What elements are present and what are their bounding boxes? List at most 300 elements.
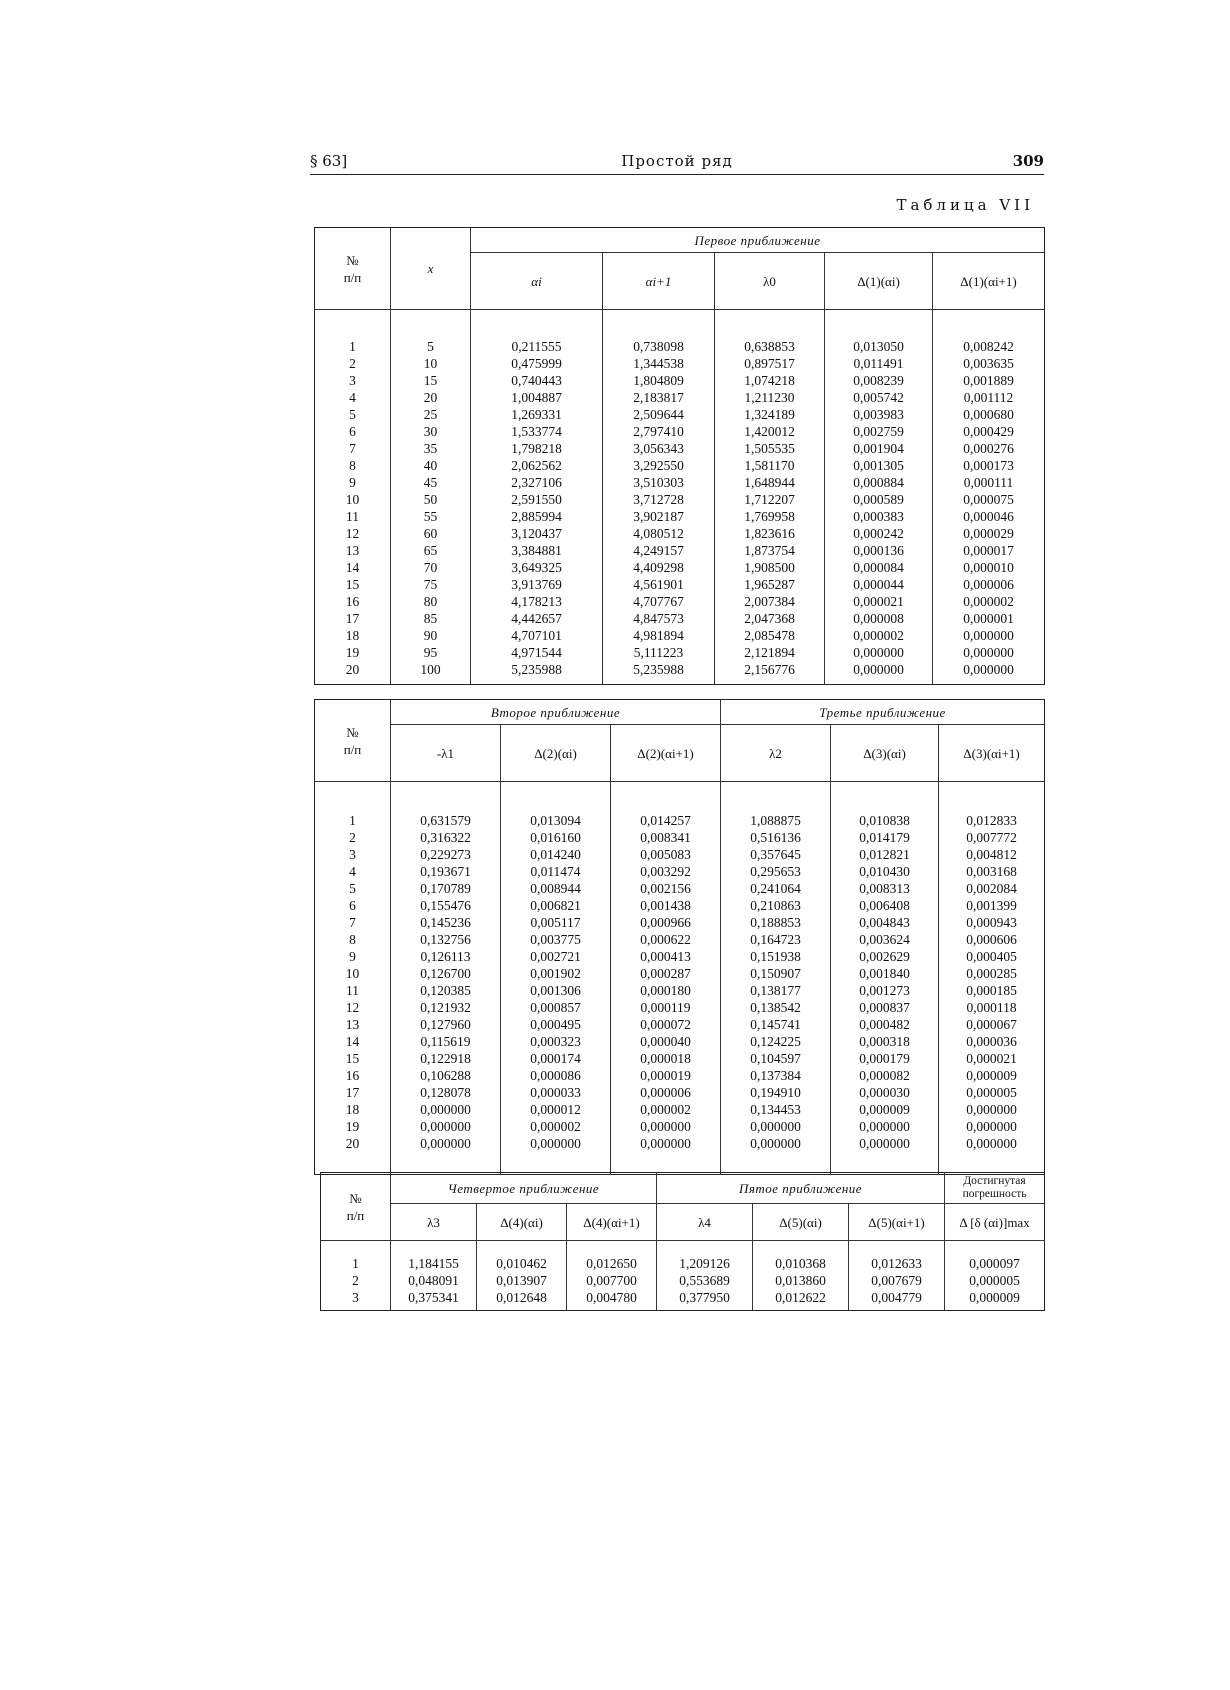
row-number-cell: 16 (345, 594, 360, 609)
row-number-cell: 18 (345, 1102, 360, 1117)
row-number-cell: 7 (349, 441, 356, 456)
value-cell: 0,740443 (471, 372, 603, 389)
value-cell: 3,510303 (603, 474, 715, 491)
value-cell: 1,344538 (603, 355, 715, 372)
value-cell: 0,000029 (933, 525, 1045, 542)
value-cell: 0,000413 (611, 948, 721, 965)
value-cell: 100 (391, 661, 471, 678)
value-cell: 1,804809 (603, 372, 715, 389)
table-row (315, 999, 1045, 1016)
table-row (315, 1050, 1045, 1067)
value-cell: 4,080512 (603, 525, 715, 542)
spacer-row (321, 1306, 1045, 1311)
value-cell: 0,000383 (825, 508, 933, 525)
spacer-cell (831, 782, 939, 813)
value-cell: 0,003624 (831, 931, 939, 948)
value-cell: 3,649325 (471, 559, 603, 576)
row-number-cell: 20 (345, 662, 360, 677)
value-cell: 0,316322 (391, 829, 501, 846)
value-cell: 2,007384 (715, 593, 825, 610)
value-cell: 0,000030 (831, 1084, 939, 1101)
value-cell: 1,965287 (715, 576, 825, 593)
value-cell: 90 (391, 627, 471, 644)
row-number-cell: 5 (349, 881, 356, 896)
value-cell: 0,000966 (611, 914, 721, 931)
value-cell: 1,908500 (715, 559, 825, 576)
value-cell: 0,000000 (721, 1135, 831, 1152)
row-number-cell: 8 (349, 458, 356, 473)
value-cell: 4,409298 (603, 559, 715, 576)
value-cell: 2,047368 (715, 610, 825, 627)
spacer-cell (715, 678, 825, 685)
value-cell: 4,249157 (603, 542, 715, 559)
row-number-cell: 1 (352, 1256, 359, 1271)
value-cell: 0,210863 (721, 897, 831, 914)
table-row (315, 644, 1045, 661)
col-header: λ4 (657, 1204, 753, 1241)
value-cell: 0,000000 (391, 1101, 501, 1118)
value-cell: 0,048091 (391, 1272, 477, 1289)
value-cell: 0,001438 (611, 897, 721, 914)
table-row (315, 610, 1045, 627)
row-number-cell: 11 (346, 983, 359, 998)
row-number-cell: 19 (345, 645, 360, 660)
col-header: αi+1 (603, 253, 715, 310)
value-cell: 0,000002 (501, 1118, 611, 1135)
value-cell: 80 (391, 593, 471, 610)
value-cell: 5 (391, 338, 471, 355)
value-cell: 0,001399 (939, 897, 1045, 914)
spacer-cell (471, 678, 603, 685)
col-header: Δ(1)(αi) (825, 253, 933, 310)
value-cell: 0,006821 (501, 897, 611, 914)
col-header: Δ(5)(αi+1) (849, 1204, 945, 1241)
col-header: Δ(5)(αi) (753, 1204, 849, 1241)
table-row (315, 1033, 1045, 1050)
value-cell: 0,008313 (831, 880, 939, 897)
value-cell: 0,128078 (391, 1084, 501, 1101)
value-cell: 0,001902 (501, 965, 611, 982)
col-header: Δ(2)(αi+1) (611, 725, 721, 782)
value-cell: 60 (391, 525, 471, 542)
value-cell: 0,194910 (721, 1084, 831, 1101)
row-number-cell: 14 (345, 1034, 360, 1049)
value-cell: 0,115619 (391, 1033, 501, 1050)
row-number-cell: 15 (345, 1051, 360, 1066)
value-cell: 0,000000 (391, 1118, 501, 1135)
value-cell: 0,008341 (611, 829, 721, 846)
row-number-cell: 18 (345, 628, 360, 643)
table-row (315, 948, 1045, 965)
row-number-cell: 19 (345, 1119, 360, 1134)
value-cell: 0,000174 (501, 1050, 611, 1067)
value-cell: 0,000010 (933, 559, 1045, 576)
value-cell: 0,132756 (391, 931, 501, 948)
value-cell: 0,170789 (391, 880, 501, 897)
value-cell: 2,327106 (471, 474, 603, 491)
value-cell: 1,211230 (715, 389, 825, 406)
value-cell: 1,324189 (715, 406, 825, 423)
spacer-cell (721, 782, 831, 813)
spacer-cell (825, 678, 933, 685)
value-cell: 0,000000 (939, 1118, 1045, 1135)
col-header: αi (471, 253, 603, 310)
value-cell: 0,000943 (939, 914, 1045, 931)
spacer-cell (567, 1306, 657, 1311)
spacer-cell (939, 782, 1045, 813)
value-cell: 50 (391, 491, 471, 508)
value-cell: 65 (391, 542, 471, 559)
value-cell: 0,000075 (933, 491, 1045, 508)
row-number-cell: 8 (349, 932, 356, 947)
value-cell: 0,000287 (611, 965, 721, 982)
value-cell: 0,004780 (567, 1289, 657, 1306)
table-row (315, 982, 1045, 999)
value-cell: 0,000680 (933, 406, 1045, 423)
table-row (315, 542, 1045, 559)
value-cell: 5,235988 (603, 661, 715, 678)
value-cell: 0,003983 (825, 406, 933, 423)
value-cell: 0,000837 (831, 999, 939, 1016)
value-cell: 0,004843 (831, 914, 939, 931)
value-cell: 0,003168 (939, 863, 1045, 880)
value-cell: 0,375341 (391, 1289, 477, 1306)
table-row (315, 491, 1045, 508)
table-row (315, 965, 1045, 982)
value-cell: 0,124225 (721, 1033, 831, 1050)
value-cell: 10 (391, 355, 471, 372)
value-cell: 4,178213 (471, 593, 603, 610)
value-cell: 3,120437 (471, 525, 603, 542)
row-number-cell: 2 (349, 830, 356, 845)
table-row (315, 457, 1045, 474)
value-cell: 40 (391, 457, 471, 474)
value-cell: 0,145741 (721, 1016, 831, 1033)
value-cell: 1,648944 (715, 474, 825, 491)
spacer-cell (611, 782, 721, 813)
row-number-cell: 17 (345, 1085, 360, 1100)
value-cell: 0,000021 (825, 593, 933, 610)
value-cell: 2,062562 (471, 457, 603, 474)
value-cell: 0,121932 (391, 999, 501, 1016)
value-cell: 0,000173 (933, 457, 1045, 474)
value-cell: 2,509644 (603, 406, 715, 423)
col-header: λ0 (715, 253, 825, 310)
value-cell: 0,127960 (391, 1016, 501, 1033)
value-cell: 0,007772 (939, 829, 1045, 846)
value-cell: 0,010368 (753, 1255, 849, 1272)
table-row (321, 1255, 1045, 1272)
row-number-cell: 13 (345, 1017, 360, 1032)
value-cell: 0,241064 (721, 880, 831, 897)
value-cell: 3,384881 (471, 542, 603, 559)
value-cell: 0,000276 (933, 440, 1045, 457)
value-cell: 0,229273 (391, 846, 501, 863)
value-cell: 0,000001 (933, 610, 1045, 627)
group-header-first: Первое приближение (471, 228, 1045, 253)
value-cell: 0,000622 (611, 931, 721, 948)
table-row (315, 1067, 1045, 1084)
value-cell: 1,269331 (471, 406, 603, 423)
spacer-cell (567, 1241, 657, 1256)
value-cell: 0,013094 (501, 812, 611, 829)
value-cell: 0,000005 (945, 1272, 1045, 1289)
value-cell: 0,475999 (471, 355, 603, 372)
value-cell: 0,000285 (939, 965, 1045, 982)
value-cell: 0,013050 (825, 338, 933, 355)
value-cell: 0,000000 (939, 1101, 1045, 1118)
value-cell: 0,000067 (939, 1016, 1045, 1033)
row-number-cell: 13 (345, 543, 360, 558)
value-cell: 0,357645 (721, 846, 831, 863)
value-cell: 5,111223 (603, 644, 715, 661)
value-cell: 0,000084 (825, 559, 933, 576)
col-header-no: № п/п (343, 724, 362, 757)
value-cell: 15 (391, 372, 471, 389)
spacer-cell (315, 310, 391, 339)
group-header-second: Второе приближение (391, 700, 721, 725)
value-cell: 0,008239 (825, 372, 933, 389)
spacer-row (315, 310, 1045, 339)
value-cell: 35 (391, 440, 471, 457)
value-cell: 0,137384 (721, 1067, 831, 1084)
value-cell: 0,000019 (611, 1067, 721, 1084)
row-number-cell: 6 (349, 424, 356, 439)
table-first-approximation (314, 227, 1045, 685)
value-cell: 0,001112 (933, 389, 1045, 406)
value-cell: 0,000118 (939, 999, 1045, 1016)
spacer-cell (391, 782, 501, 813)
value-cell: 2,885994 (471, 508, 603, 525)
value-cell: 0,001889 (933, 372, 1045, 389)
value-cell: 1,088875 (721, 812, 831, 829)
value-cell: 0,000495 (501, 1016, 611, 1033)
row-number-cell: 2 (349, 356, 356, 371)
value-cell: 0,000040 (611, 1033, 721, 1050)
col-header: Δ(2)(αi) (501, 725, 611, 782)
row-number-cell: 15 (345, 577, 360, 592)
row-number-cell: 9 (349, 949, 356, 964)
value-cell: 20 (391, 389, 471, 406)
table-row (315, 661, 1045, 678)
value-cell: 0,003635 (933, 355, 1045, 372)
value-cell: 0,007679 (849, 1272, 945, 1289)
value-cell: 3,292550 (603, 457, 715, 474)
value-cell: 0,000097 (945, 1255, 1045, 1272)
spacer-cell (753, 1306, 849, 1311)
value-cell: 2,156776 (715, 661, 825, 678)
spacer-cell (603, 310, 715, 339)
value-cell: 0,000036 (939, 1033, 1045, 1050)
value-cell: 0,000002 (933, 593, 1045, 610)
value-cell: 0,000119 (611, 999, 721, 1016)
table-row (315, 508, 1045, 525)
spacer-cell (315, 782, 391, 813)
spacer-cell (825, 310, 933, 339)
value-cell: 0,001273 (831, 982, 939, 999)
spacer-cell (657, 1306, 753, 1311)
value-cell: 2,085478 (715, 627, 825, 644)
table-row (315, 525, 1045, 542)
value-cell: 30 (391, 423, 471, 440)
group-header-fourth: Четвертое приближение (391, 1173, 657, 1204)
table-row (315, 1084, 1045, 1101)
value-cell: 4,971544 (471, 644, 603, 661)
col-header: Δ(1)(αi+1) (933, 253, 1045, 310)
row-number-cell: 14 (345, 560, 360, 575)
row-number-cell: 4 (349, 864, 356, 879)
spacer-cell (391, 1306, 477, 1311)
value-cell: 0,188853 (721, 914, 831, 931)
value-cell: 2,183817 (603, 389, 715, 406)
table-row (315, 372, 1045, 389)
value-cell: 0,638853 (715, 338, 825, 355)
value-cell: 0,002156 (611, 880, 721, 897)
value-cell: 1,004887 (471, 389, 603, 406)
spacer-cell (477, 1306, 567, 1311)
value-cell: 0,004812 (939, 846, 1045, 863)
value-cell: 0,000857 (501, 999, 611, 1016)
value-cell: 0,000006 (611, 1084, 721, 1101)
value-cell: 45 (391, 474, 471, 491)
table-row (315, 1101, 1045, 1118)
table-row (315, 1118, 1045, 1135)
value-cell: 0,155476 (391, 897, 501, 914)
row-number-cell: 1 (349, 813, 356, 828)
col-header: Δ(4)(αi+1) (567, 1204, 657, 1241)
value-cell: 0,377950 (657, 1289, 753, 1306)
spacer-cell (391, 1241, 477, 1256)
value-cell: 1,209126 (657, 1255, 753, 1272)
spacer-row (315, 782, 1045, 813)
row-number-cell: 4 (349, 390, 356, 405)
group-header-third: Третье приближение (721, 700, 1045, 725)
row-number-cell: 9 (349, 475, 356, 490)
value-cell: 0,134453 (721, 1101, 831, 1118)
value-cell: 0,014179 (831, 829, 939, 846)
value-cell: 3,902187 (603, 508, 715, 525)
page-number: 309 (1012, 152, 1044, 170)
spacer-cell (849, 1241, 945, 1256)
col-header: λ2 (721, 725, 831, 782)
table-row (315, 355, 1045, 372)
value-cell: 0,002759 (825, 423, 933, 440)
row-number-cell: 20 (345, 1136, 360, 1151)
value-cell: 0,122918 (391, 1050, 501, 1067)
value-cell: 5,235988 (471, 661, 603, 678)
table-row (315, 559, 1045, 576)
value-cell: 4,707101 (471, 627, 603, 644)
value-cell: 1,769958 (715, 508, 825, 525)
value-cell: 25 (391, 406, 471, 423)
value-cell: 0,000185 (939, 982, 1045, 999)
value-cell: 85 (391, 610, 471, 627)
value-cell: 0,000482 (831, 1016, 939, 1033)
value-cell: 0,012821 (831, 846, 939, 863)
value-cell: 0,003292 (611, 863, 721, 880)
spacer-cell (715, 310, 825, 339)
value-cell: 2,591550 (471, 491, 603, 508)
value-cell: 0,005117 (501, 914, 611, 931)
value-cell: 0,000002 (825, 627, 933, 644)
row-number-cell: 2 (352, 1273, 359, 1288)
value-cell: 1,420012 (715, 423, 825, 440)
value-cell: 0,516136 (721, 829, 831, 846)
value-cell: 0,000082 (831, 1067, 939, 1084)
value-cell: 0,005083 (611, 846, 721, 863)
value-cell: 0,000242 (825, 525, 933, 542)
col-header: Δ(4)(αi) (477, 1204, 567, 1241)
value-cell: 0,000000 (391, 1135, 501, 1152)
table-row (315, 880, 1045, 897)
value-cell: 0,106288 (391, 1067, 501, 1084)
spacer-cell (945, 1306, 1045, 1311)
value-cell: 4,707767 (603, 593, 715, 610)
value-cell: 75 (391, 576, 471, 593)
spacer-cell (321, 1306, 391, 1311)
value-cell: 0,011491 (825, 355, 933, 372)
value-cell: 0,011474 (501, 863, 611, 880)
value-cell: 0,012633 (849, 1255, 945, 1272)
value-cell: 0,001305 (825, 457, 933, 474)
spacer-cell (391, 310, 471, 339)
value-cell: 0,012648 (477, 1289, 567, 1306)
table-row (315, 1016, 1045, 1033)
value-cell: 0,150907 (721, 965, 831, 982)
value-cell: 0,000000 (611, 1118, 721, 1135)
value-cell: 0,008944 (501, 880, 611, 897)
value-cell: 4,442657 (471, 610, 603, 627)
value-cell: 0,193671 (391, 863, 501, 880)
row-number-cell: 10 (345, 492, 360, 507)
value-cell: 0,004779 (849, 1289, 945, 1306)
value-cell: 1,581170 (715, 457, 825, 474)
row-number-cell: 5 (349, 407, 356, 422)
value-cell: 55 (391, 508, 471, 525)
spacer-cell (849, 1306, 945, 1311)
table-row (315, 593, 1045, 610)
spacer-cell (471, 310, 603, 339)
value-cell: 0,000046 (933, 508, 1045, 525)
value-cell: 0,001306 (501, 982, 611, 999)
value-cell: 1,533774 (471, 423, 603, 440)
value-cell: 0,000006 (933, 576, 1045, 593)
value-cell: 0,010430 (831, 863, 939, 880)
value-cell: 0,001840 (831, 965, 939, 982)
value-cell: 0,000111 (933, 474, 1045, 491)
value-cell: 1,712207 (715, 491, 825, 508)
value-cell: 1,074218 (715, 372, 825, 389)
spacer-cell (657, 1241, 753, 1256)
value-cell: 0,000000 (825, 661, 933, 678)
value-cell: 0,000000 (831, 1118, 939, 1135)
value-cell: 0,012833 (939, 812, 1045, 829)
row-number-cell: 3 (349, 847, 356, 862)
value-cell: 0,002084 (939, 880, 1045, 897)
col-header-no: № п/п (346, 1190, 365, 1223)
value-cell: 70 (391, 559, 471, 576)
value-cell: 0,000589 (825, 491, 933, 508)
value-cell: 0,000318 (831, 1033, 939, 1050)
value-cell: 1,823616 (715, 525, 825, 542)
spacer-cell (315, 678, 391, 685)
table-row (315, 338, 1045, 355)
value-cell: 0,000179 (831, 1050, 939, 1067)
value-cell: 0,000000 (721, 1118, 831, 1135)
col-header: Δ(3)(αi+1) (939, 725, 1045, 782)
table-row (315, 389, 1045, 406)
value-cell: 0,295653 (721, 863, 831, 880)
